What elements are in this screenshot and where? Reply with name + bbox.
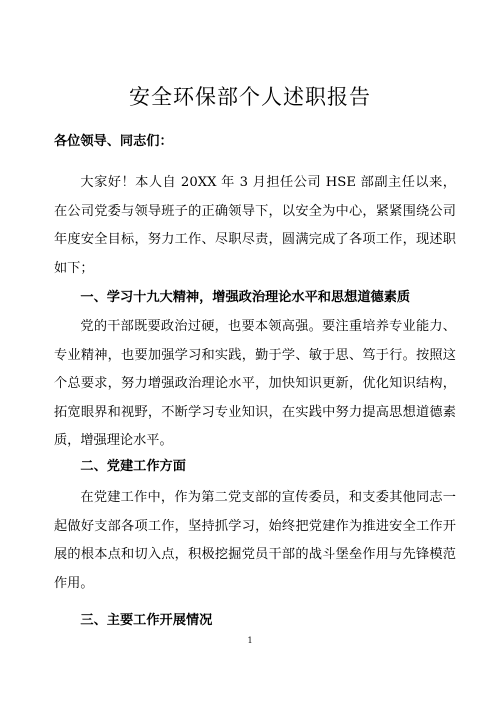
section-body-party-building: 在党建工作中，作为第二党支部的宣传委员，和支委其他同志一起做好支部各项工作，坚持抓学习，始终把党建作为推进安全工作开展的根本点和切入点，积极挖掘党员干部的战斗堡垒作用与先锋模范作用。	[54, 490, 456, 591]
section-heading-main-work: 三、主要工作开展情况	[80, 613, 213, 628]
section-heading-political-study: 一、学习十九大精神，增强政治理论水平和思想道德素质	[80, 290, 411, 305]
section-body-political-study: 党的干部既要政治过硬，也要本领高强。要注重培养专业能力、专业精神，也要加强学习和实践，勤于学、敏于思、笃于行。按照这个总要求，努力增强政治理论水平，加快知识更新，优化知识结构，拓宽眼界和视野，不断学习专业知识，在实践中努力提高思想道德素质，增强理论水平。	[54, 319, 456, 449]
page-number: 1	[247, 636, 253, 645]
document-title: 安全环保部个人述职报告	[129, 85, 371, 110]
intro-paragraph: 大家好！本人自 20XX 年 3 月担任公司 HSE 部副主任以来，在公司党委与领导班子的正确领导下，以安全为中心，紧紧围绕公司年度安全目标，努力工作、尽职尽责，圆满完成了各项工作，现述职如下；	[54, 175, 456, 276]
salutation: 各位领导、同志们：	[54, 134, 173, 149]
section-heading-party-building: 二、党建工作方面	[80, 459, 186, 474]
